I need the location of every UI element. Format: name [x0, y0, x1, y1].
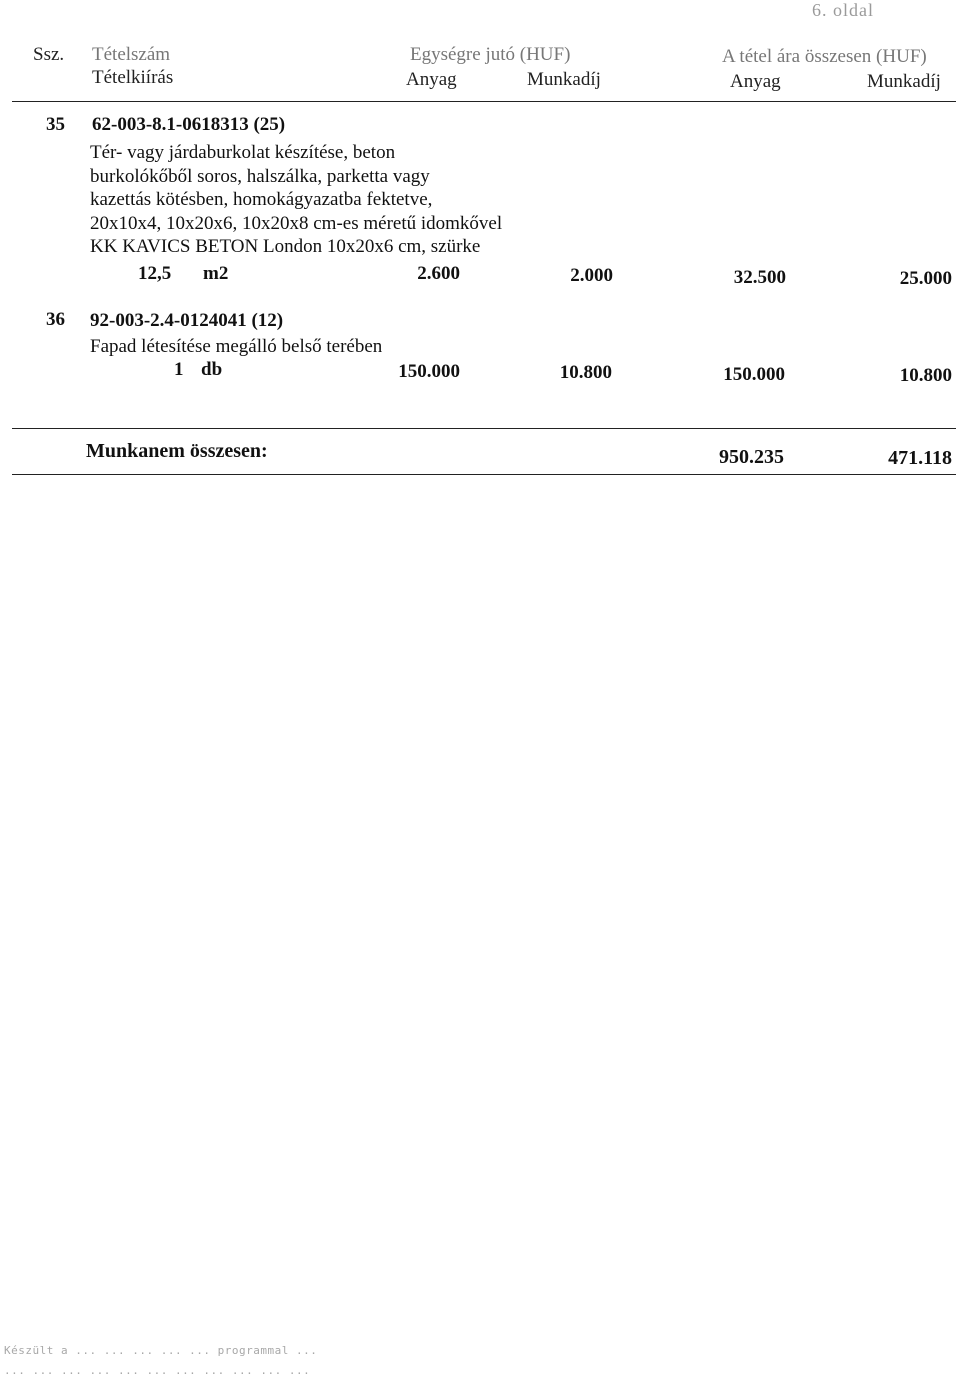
item-number: 36 — [46, 309, 65, 330]
header-total-anyag: Anyag — [730, 71, 781, 92]
summary-total-anyag: 950.235 — [719, 446, 784, 468]
item-unit: m2 — [203, 263, 229, 284]
page-number: 6. oldal — [812, 0, 874, 20]
description-line: Tér- vagy járdaburkolat készítése, beton — [90, 142, 396, 163]
header-rule — [12, 101, 956, 102]
item-unit-munkadij: 10.800 — [559, 362, 612, 383]
header-unit-munkadij: Munkadíj — [527, 69, 601, 90]
item-number: 35 — [46, 114, 65, 135]
item-total-anyag: 150.000 — [723, 364, 785, 385]
item-quantity: 1 — [174, 359, 184, 380]
description-line: kazettás kötésben, homokágyazatba fektetve, — [90, 189, 433, 210]
item-description — [90, 141, 610, 259]
item-unit-anyag: 2.600 — [417, 263, 460, 284]
footer-line: ... ... ... ... ... ... ... ... ... ... ... — [4, 1364, 311, 1377]
description-line: Fapad létesítése megálló belső terében — [90, 336, 383, 357]
item-code: 62-003-8.1-0618313 (25) — [92, 114, 286, 135]
header-tetelszam: Tételszám — [92, 44, 171, 65]
item-total-munkadij: 25.000 — [899, 268, 952, 289]
summary-top-rule — [12, 428, 956, 429]
header-ssz: Ssz. — [33, 44, 65, 65]
item-total-anyag: 32.500 — [733, 267, 786, 288]
summary-total-munkadij: 471.118 — [888, 447, 952, 469]
item-quantity: 12,5 — [138, 263, 172, 284]
item-code: 92-003-2.4-0124041 (12) — [90, 310, 284, 331]
description-line: burkolókőből soros, halszálka, parketta vagy — [90, 165, 430, 187]
header-total-munkadij: Munkadíj — [867, 71, 941, 92]
summary-label: Munkanem összesen: — [86, 440, 268, 462]
description-line: 20x10x4, 10x20x6, 10x20x8 cm-es méretű idomkővel — [90, 212, 503, 234]
item-total-munkadij: 10.800 — [899, 365, 952, 386]
item-unit: db — [201, 359, 223, 380]
summary-bottom-rule — [12, 474, 956, 475]
header-tetelkiiras: Tételkiírás — [92, 67, 174, 88]
footer-line: Készült a ... ... ... ... ... programmal ... — [4, 1344, 318, 1357]
item-description — [90, 335, 610, 359]
header-total-group: A tétel ára összesen (HUF) — [722, 46, 927, 67]
description-line: KK KAVICS BETON London 10x20x6 cm, szürke — [90, 236, 481, 257]
item-unit-munkadij: 2.000 — [570, 265, 613, 286]
item-unit-anyag: 150.000 — [398, 361, 460, 382]
header-unit-group: Egységre jutó (HUF) — [410, 44, 571, 65]
header-unit-anyag: Anyag — [406, 69, 457, 90]
